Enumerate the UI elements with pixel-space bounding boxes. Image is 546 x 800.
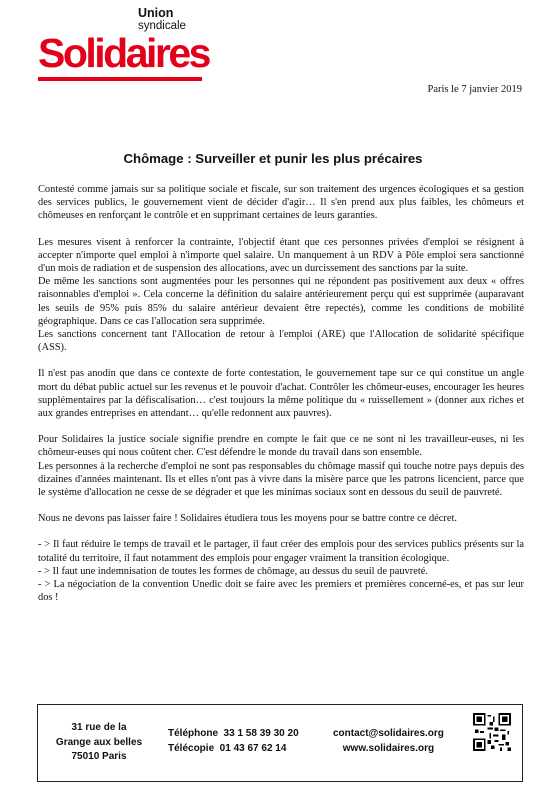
address-line: 31 rue de la	[71, 722, 127, 733]
paragraph-sanctions: De même les sanctions sont augmentées pour les personnes qui ne répondent pas positivement aux deux « offres raisonnables d'emploi ». Cela concerne la définition du salaire antérieurement perçu qui est supprimée (auparavant les seuils de 95% puis 85% du salaire antérieur devaient être repectés), comme les conditions de mobilité géographique. Dans ce cas l'allocation sera supprimée.	[38, 276, 524, 327]
paragraph-responsibility: Les personnes à la recherche d'emploi ne sont pas responsables du chômage massif qui touche notre pays depuis des dizaines d'années maintenant. Ils et elles n'ont pas à vivre dans la misère parce que les patrons licencient, parce que le système d'allocation ne cesse de se dégrader et que les minimas sociaux sont en dessous du seuil de pauvreté.	[38, 460, 524, 499]
paragraph-allocations: Les sanctions concernent tant l'Allocation de retour à l'emploi (ARE) que l'Allocation de solidarité spécifique (ASS).	[38, 329, 524, 354]
demand-item: - > La négociation de la convention Unedic doit se faire avec les premiers et premières concerné-es, et pas sur leur dos !	[38, 579, 524, 604]
paragraph-intro: Contesté comme jamais sur sa politique sociale et fiscale, sur son traitement des urgences écologiques et sa gestion des services publics, le gouvernement vient de décider d'agir… Il s'en prend aux plus faibles, les chômeurs et chômeuses en renforçant le contrôle et en supprimant certaines de leurs garanties.	[38, 184, 524, 222]
qr-code-icon	[473, 713, 511, 751]
logo-union-text: Union	[138, 6, 174, 20]
demand-item: - > Il faut réduire le temps de travail et le partager, il faut créer des emplois pour des services publics présents sur la totalité du territoire, il faut notamment des emplois pour engager vraiment la transition écologique.	[38, 539, 524, 564]
paragraph-gap	[38, 420, 524, 433]
paragraph-gap	[38, 499, 524, 512]
phone-block	[168, 727, 299, 756]
paragraph-justice: Pour Solidaires la justice sociale signifie prendre en compte le fait que ce ne sont ni les travailleur-euses, ni les chômeur-euses qui nous coûtent cher. C'est défendre le monde du travail dans son ensemble.	[38, 434, 524, 459]
paragraph-measures: Les mesures visent à renforcer la contrainte, l'objectif étant que ces personnes privées d'emploi se résignent à accepter n'importe quel emploi à n'importe quel salaire. Un manquement à un RDV à Pôle emploi sera sanctionné d'un mois de radiation et de suspension des allocations, avec un durcissement des sanctions par la suite.	[38, 236, 524, 275]
address-line: Grange aux belles	[55, 736, 143, 748]
paragraph-gap	[38, 354, 524, 367]
contact-footer	[37, 704, 523, 782]
demand-item: - > Il faut une indemnisation de toutes les formes de chômage, au dessus du seuil de pauvreté.	[38, 565, 428, 577]
paragraph-gap	[38, 525, 524, 538]
logo-syndicale-text: syndicale	[138, 20, 186, 32]
contact-block	[333, 727, 444, 756]
paragraph-gap	[38, 223, 524, 236]
paragraph-context: Il n'est pas anodin que dans ce contexte de forte contestation, le gouvernement tape sur ce qui constitue un angle mort du débat public actuel sur les revenus et le pouvoir d'achat. Contrôler les chômeur-euses, encourager les heures supplémentaires par la défiscalisation… c'est toujours la même politique du « ruissellement » (donner aux riches et aux grandes entreprises en attendant… qu'elle redonnent aux pauvres).	[38, 368, 524, 420]
document-title: Chômage : Surveiller et punir les plus précaires	[123, 151, 423, 166]
document-body	[38, 183, 524, 604]
paragraph-call: Nous ne devons pas laisser faire ! Solidaires étudiera tous les moyens pour se battre contre ce décret.	[38, 513, 457, 525]
postal-address	[53, 721, 145, 765]
logo-underline	[38, 77, 202, 81]
solidaires-logo	[38, 7, 208, 77]
email-link[interactable]: contact@solidaires.org	[333, 728, 444, 739]
phone-number: Téléphone 33 1 58 39 30 20	[168, 728, 299, 739]
fax-number: Télécopie 01 43 67 62 14	[168, 742, 287, 754]
logo-wordmark: Solidaires	[38, 30, 209, 76]
address-line: 75010 Paris	[71, 751, 127, 762]
website-link[interactable]: www.solidaires.org	[342, 742, 435, 754]
document-date: Paris le 7 janvier 2019	[427, 84, 522, 95]
